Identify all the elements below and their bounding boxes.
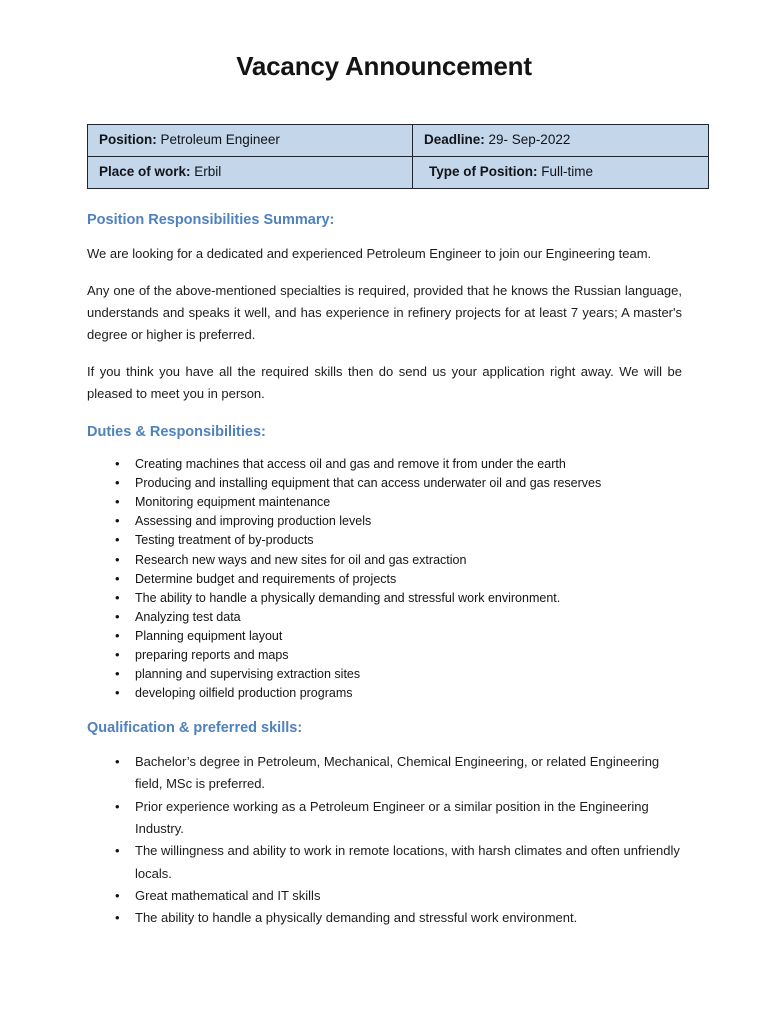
deadline-value: 29- Sep-2022 bbox=[488, 132, 571, 147]
list-item: • Creating machines that access oil and gas and remove it from under the earth bbox=[87, 455, 682, 474]
summary-paragraph: We are looking for a dedicated and experienced Petroleum Engineer to join our Engineering team. bbox=[87, 246, 652, 262]
type-of-position-value: Full-time bbox=[541, 163, 594, 179]
place-of-work-label: Place of work: bbox=[99, 163, 191, 179]
list-item: • The willingness and ability to work in remote locations, with harsh climates and often unfriendly locals. bbox=[87, 840, 682, 885]
position-value: Petroleum Engineer bbox=[160, 132, 280, 147]
duties-heading: Duties & Responsibilities: bbox=[87, 423, 266, 440]
qualifications-heading: Qualification & preferred skills: bbox=[87, 719, 303, 736]
list-item: • Analyzing test data bbox=[87, 608, 682, 627]
list-item: • preparing reports and maps bbox=[87, 646, 682, 665]
list-item: • Planning equipment layout bbox=[87, 627, 682, 646]
list-item: • Bachelor’s degree in Petroleum, Mechanical, Chemical Engineering, or related Engineering field, MSc is preferred. bbox=[87, 751, 682, 796]
table-row bbox=[88, 156, 709, 188]
place-of-work-cell bbox=[88, 156, 413, 188]
list-item: • Monitoring equipment maintenance bbox=[87, 493, 682, 512]
list-item: • Determine budget and requirements of projects bbox=[87, 570, 682, 589]
position-label: Position: bbox=[99, 132, 157, 147]
page-title: Vacancy Announcement bbox=[236, 51, 532, 81]
place-of-work-value: Erbil bbox=[194, 163, 222, 179]
list-item: • Great mathematical and IT skills bbox=[87, 885, 682, 907]
duties-list bbox=[87, 455, 682, 704]
summary-heading: Position Responsibilities Summary: bbox=[87, 212, 335, 228]
job-info-table bbox=[87, 124, 709, 189]
type-of-position-cell bbox=[413, 156, 709, 188]
list-item: • Research new ways and new sites for oil and gas extraction bbox=[87, 551, 682, 570]
list-item: • The ability to handle a physically demanding and stressful work environment. bbox=[87, 907, 682, 929]
summary-paragraph: If you think you have all the required skills then do send us your application right away. We will be pleased to meet you in person. bbox=[87, 363, 682, 402]
table-row bbox=[88, 125, 709, 157]
list-item: • Prior experience working as a Petroleum Engineer or a similar position in the Engineering Industry. bbox=[87, 796, 682, 841]
list-item: • developing oilfield production programs bbox=[87, 684, 682, 703]
summary-paragraph: Any one of the above-mentioned specialties is required, provided that he knows the Russian language, understands and speaks it well, and has experience in refinery projects for at least 7 years; A master's degree or higher is preferred. bbox=[87, 282, 682, 343]
document-body bbox=[87, 212, 682, 930]
deadline-cell bbox=[413, 125, 709, 157]
list-item: • Producing and installing equipment that can access underwater oil and gas reserves bbox=[87, 474, 682, 493]
list-item: • The ability to handle a physically demanding and stressful work environment. bbox=[87, 589, 682, 608]
list-item: • Testing treatment of by-products bbox=[87, 531, 682, 550]
list-item: • planning and supervising extraction sites bbox=[87, 665, 682, 684]
position-cell bbox=[88, 125, 413, 157]
qualifications-list bbox=[87, 751, 682, 930]
type-of-position-label: Type of Position: bbox=[429, 163, 538, 179]
section-spacer bbox=[87, 704, 682, 720]
list-item: • Assessing and improving production levels bbox=[87, 512, 682, 531]
deadline-label: Deadline: bbox=[424, 132, 485, 147]
